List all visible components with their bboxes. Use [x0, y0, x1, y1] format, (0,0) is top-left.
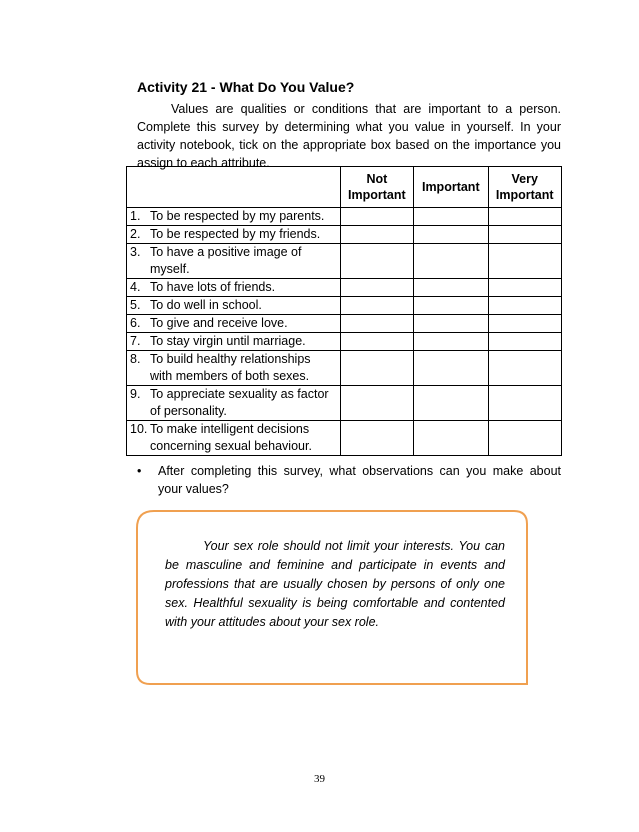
item-number: 8.	[130, 352, 141, 366]
observation-question	[137, 462, 561, 498]
item-label: To stay virgin until marriage.	[150, 334, 306, 348]
note-paragraph	[165, 537, 505, 632]
important-checkbox-cell[interactable]	[414, 244, 488, 279]
item-label-continued: myself.	[150, 262, 190, 276]
attribute-cell	[127, 297, 341, 315]
activity-title: Activity 21 - What Do You Value?	[137, 79, 355, 95]
item-label: To give and receive love.	[150, 316, 288, 330]
not-important-checkbox-cell[interactable]	[340, 297, 413, 315]
attribute-cell	[127, 244, 341, 279]
item-column-header	[127, 167, 341, 208]
table-row	[127, 351, 562, 386]
item-label: To build healthy relationships	[150, 352, 311, 366]
important-header: Important	[414, 167, 488, 208]
important-checkbox-cell[interactable]	[414, 279, 488, 297]
not-important-checkbox-cell[interactable]	[340, 279, 413, 297]
table-row	[127, 421, 562, 456]
very-important-checkbox-cell[interactable]	[488, 226, 562, 244]
not-important-checkbox-cell[interactable]	[340, 421, 413, 456]
important-checkbox-cell[interactable]	[414, 386, 488, 421]
not-important-checkbox-cell[interactable]	[340, 333, 413, 351]
item-label-continued: of personality.	[150, 404, 227, 418]
not-important-checkbox-cell[interactable]	[340, 226, 413, 244]
important-checkbox-cell[interactable]	[414, 315, 488, 333]
important-checkbox-cell[interactable]	[414, 421, 488, 456]
item-label: To make intelligent decisions	[150, 422, 310, 436]
question-text: After completing this survey, what observations can you make about your values?	[158, 464, 561, 496]
item-label-continued: concerning sexual behaviour.	[150, 439, 312, 453]
important-checkbox-cell[interactable]	[414, 297, 488, 315]
important-checkbox-cell[interactable]	[414, 226, 488, 244]
very-important-checkbox-cell[interactable]	[488, 315, 562, 333]
not-important-checkbox-cell[interactable]	[340, 244, 413, 279]
item-label-continued: with members of both sexes.	[150, 369, 310, 383]
item-number: 7.	[130, 334, 141, 348]
table-row	[127, 315, 562, 333]
important-checkbox-cell[interactable]	[414, 333, 488, 351]
not-important-checkbox-cell[interactable]	[340, 315, 413, 333]
table-row	[127, 297, 562, 315]
very-important-header: Very Important	[488, 167, 562, 208]
intro-paragraph	[137, 100, 561, 172]
intro-text: Values are qualities or conditions that are important to a person. Complete this survey by determining what you value in yourself. In your activity notebook, tick on the appropriate box based on the importance you assign to each attribute.	[137, 102, 561, 170]
page-number: 39	[314, 773, 325, 785]
table-row	[127, 386, 562, 421]
table-row	[127, 226, 562, 244]
attribute-cell	[127, 226, 341, 244]
item-number: 4.	[130, 280, 141, 294]
bullet-icon: •	[137, 464, 142, 478]
very-important-checkbox-cell[interactable]	[488, 386, 562, 421]
important-checkbox-cell[interactable]	[414, 208, 488, 226]
very-important-checkbox-cell[interactable]	[488, 208, 562, 226]
very-important-checkbox-cell[interactable]	[488, 333, 562, 351]
not-important-header: Not Important	[340, 167, 413, 208]
item-label: To do well in school.	[150, 298, 262, 312]
attribute-cell	[127, 351, 341, 386]
very-important-checkbox-cell[interactable]	[488, 297, 562, 315]
note-text: Your sex role should not limit your interests. You can be masculine and feminine and participate in events and professions that are usually chosen by persons of only one sex. Healthful sexuality is being comfortable and contented with your attitudes about your sex role.	[165, 539, 505, 629]
item-label: To be respected by my parents.	[150, 209, 325, 223]
very-important-checkbox-cell[interactable]	[488, 279, 562, 297]
item-number: 1.	[130, 209, 141, 223]
very-important-checkbox-cell[interactable]	[488, 351, 562, 386]
item-number: 9.	[130, 387, 141, 401]
item-label: To be respected by my friends.	[150, 227, 321, 241]
item-number: 3.	[130, 245, 141, 259]
very-important-checkbox-cell[interactable]	[488, 244, 562, 279]
item-number: 10.	[130, 422, 148, 436]
attribute-cell	[127, 386, 341, 421]
survey-body	[127, 208, 562, 456]
not-important-checkbox-cell[interactable]	[340, 208, 413, 226]
item-label: To have a positive image of	[150, 245, 302, 259]
table-row	[127, 279, 562, 297]
attribute-cell	[127, 208, 341, 226]
item-number: 5.	[130, 298, 141, 312]
item-label: To have lots of friends.	[150, 280, 276, 294]
item-number: 6.	[130, 316, 141, 330]
table-header-row	[127, 167, 562, 208]
table-row	[127, 333, 562, 351]
very-important-checkbox-cell[interactable]	[488, 421, 562, 456]
table-row	[127, 208, 562, 226]
attribute-cell	[127, 421, 341, 456]
attribute-cell	[127, 315, 341, 333]
not-important-checkbox-cell[interactable]	[340, 386, 413, 421]
values-survey-table	[126, 166, 562, 456]
attribute-cell	[127, 333, 341, 351]
not-important-checkbox-cell[interactable]	[340, 351, 413, 386]
attribute-cell	[127, 279, 341, 297]
item-label: To appreciate sexuality as factor	[150, 387, 329, 401]
important-checkbox-cell[interactable]	[414, 351, 488, 386]
table-row	[127, 244, 562, 279]
item-number: 2.	[130, 227, 141, 241]
